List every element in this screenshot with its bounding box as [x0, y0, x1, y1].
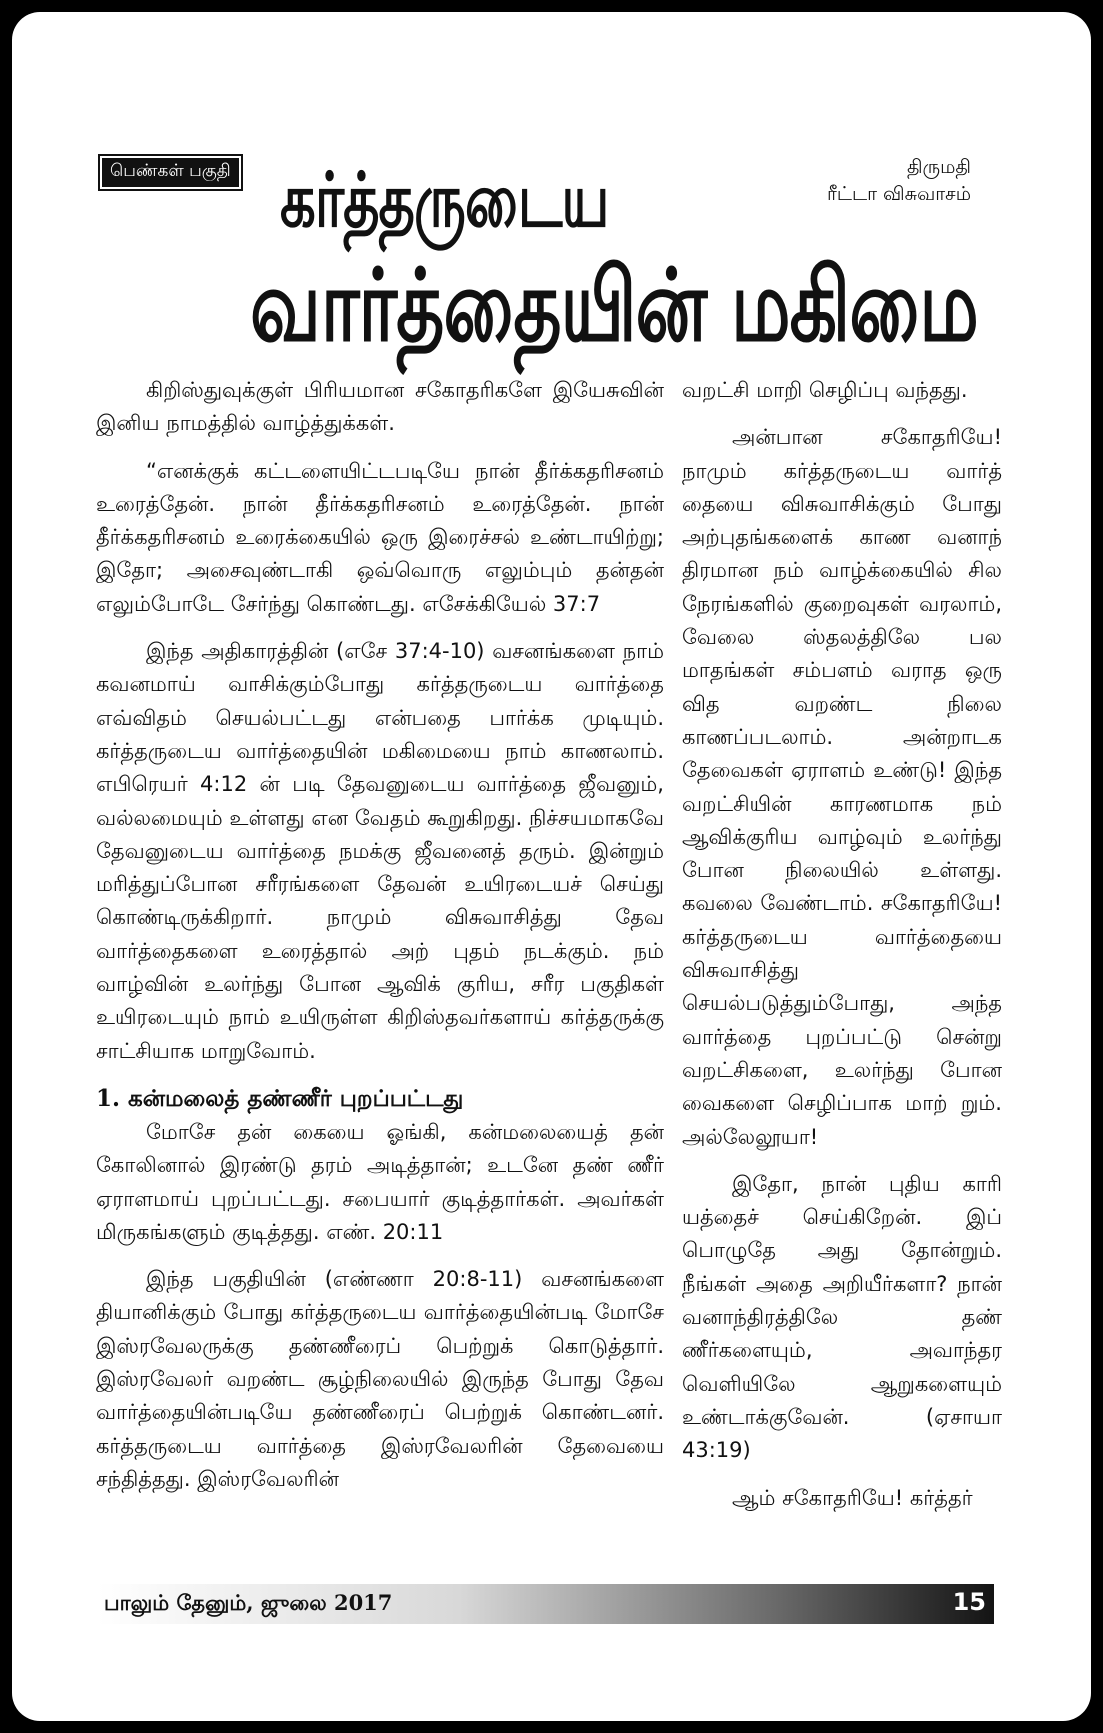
- paragraph-body: வறட்சி மாறி செழிப்பு வந்தது.: [682, 378, 968, 402]
- paragraph-scripture-quote: மோசே தன் கையை ஓங்கி, கன்மலையைத் தன் கோலினால் இரண்டு தரம் அடித்தான்; உடனே தண் ணீர் ஏராளமாய் புறப்பட்டது. சபையார் குடித்தார்கள். அவர்கள் மிருகங்களும் குடித்தது. எண். 20:11: [96, 1119, 664, 1244]
- section-label: பெண்கள் பகுதி: [98, 154, 243, 191]
- article-title-line-2: வார்த்தையின் மகிமை: [250, 248, 978, 365]
- paragraph-scripture-quote: “எனக்குக் கட்டளையிட்டபடியே நான் தீர்க்கதரிசனம் உரைத்தேன். நான் தீர்க்கதரிசனம் உரைத்தேன். நான் தீர்க்கதரிசனம் உரைக்கையில் ஒரு இரைச்சல் உண்டாயிற்று; இதோ; அசைவுண்டாகி ஒவ்வொரு எலும்பும் தன்தன் எலும்போடே சேர்ந்து கொண்டது. எசேக்கியேல் 37:7: [96, 458, 664, 616]
- paragraph-body: இந்த அதிகாரத்தின் (எசே 37:4-10) வசனங்களை நாம் கவனமாய் வாசிக்கும்போது கர்த்தருடைய வார்த்தை எவ்விதம் செயல்பட்டது என்பதை பார்க்க முடியும். கர்த்தருடைய வார்த்தையின் மகிமையை நாம் காணலாம். எபிரெயர் 4:12 ன் படி தேவனுடைய வார்த்தை ஜீவனும், வல்லமையும் உள்ளது என வேதம் கூறுகிறது. நிச்சயமாகவே தேவனுடைய வார்த்தை நமக்கு ஜீவனைத் தரும். இன்றும் மரித்துப்போன சரீரங்களை தேவன் உயிரடையச் செய்து கொண்டிருக்கிறார். நாமும் விசுவாசித்து தேவ வார்த்தைகளை உரைத்தால் அற் புதம் நடக்கும். நம் வாழ்வின் உலர்ந்து போன ஆவிக் குரிய, சரீர பகுதிகள் உயிரடையும் நாம் உயிருள்ள கிறிஸ்தவர்களாய் கர்த்தருக்கு சாட்சியாக மாறுவோம்.: [96, 639, 664, 1063]
- paragraph-scripture-quote: இதோ, நான் புதிய காரி யத்தைச் செய்கிறேன். இப் பொழுதே அது தோன்றும். நீங்கள் அதை அறியீர்களா? நான் வனாந்திரத்திலே தண் ணீர்களையும், அவாந்தர வெளியிலே ஆறுகளையும் உண்டாக்குவேன். (ஏசாயா 43:19): [682, 1171, 1002, 1463]
- article-title-line-1: கர்த்தருடைய: [280, 157, 609, 245]
- author-block: [827, 154, 971, 208]
- author-prefix: திருமதி: [906, 156, 971, 178]
- left-column: [96, 374, 664, 1496]
- page-footer: [98, 1584, 1000, 1624]
- paragraph-body: இந்த பகுதியின் (எண்ணா 20:8-11) வசனங்களை தியானிக்கும் போது கர்த்தருடைய வார்த்தையின்படி மோசே இஸ்ரவேலருக்கு தண்ணீரைப் பெற்றுக் கொடுத்தார். இஸ்ரவேலர் வறண்ட சூழ்நிலையில் இருந்த போது தேவ வார்த்தையின்படியே தண்ணீரைப் பெற்றுக் கொண்டனர். கர்த்தருடைய வார்த்தை இஸ்ரவேலரின் தேவையை சந்தித்தது. இஸ்ரவேலரின்: [96, 1267, 664, 1491]
- paragraph-greeting: கிறிஸ்துவுக்குள் பிரியமான சகோதரிகளே இயேசுவின் இனிய நாமத்தில் வாழ்த்துக்கள்.: [96, 378, 664, 436]
- paragraph-body: அன்பான சகோதரியே! நாமும் கர்த்தருடைய வார்த் தையை விசுவாசிக்கும் போது அற்புதங்களைக் காண வனாந் திரமான நம் வாழ்க்கையில் சில நேரங்களில் குறைவுகள் வரலாம், வேலை ஸ்தலத்திலே பல மாதங்கள் சம்பளம் வராத ஒரு வித வறண்ட நிலை காணப்படலாம். அன்றாடக தேவைகள் ஏராளம் உண்டு! இந்த வறட்சியின் காரணமாக நம் ஆவிக்குரிய வாழ்வும் உலர்ந்து போன நிலையில் உள்ளது. கவலை வேண்டாம். சகோதரியே! கர்த்தருடைய வார்த்தையை விசுவாசித்து செயல்படுத்தும்போது, அந்த வார்த்தை புறப்பட்டு சென்று வறட்சிகளை, உலர்ந்து போன வைகளை செழிப்பாக மாற் றும். அல்லேலூயா!: [682, 425, 1002, 1149]
- right-column: [682, 374, 1002, 1515]
- author-name: ரீட்டா விசுவாசம்: [827, 183, 971, 205]
- paragraph-body: ஆம் சகோதரியே! கர்த்தர்: [732, 1485, 973, 1510]
- magazine-title: பாலும் தேனும், ஜுலை 2017: [104, 1590, 393, 1615]
- section-heading: 1. கன்மலைத் தண்ணீர் புறப்பட்டது: [96, 1084, 464, 1112]
- page-number: 15: [952, 1588, 986, 1616]
- footer-divider: [994, 1584, 1000, 1624]
- page: [12, 12, 1091, 1721]
